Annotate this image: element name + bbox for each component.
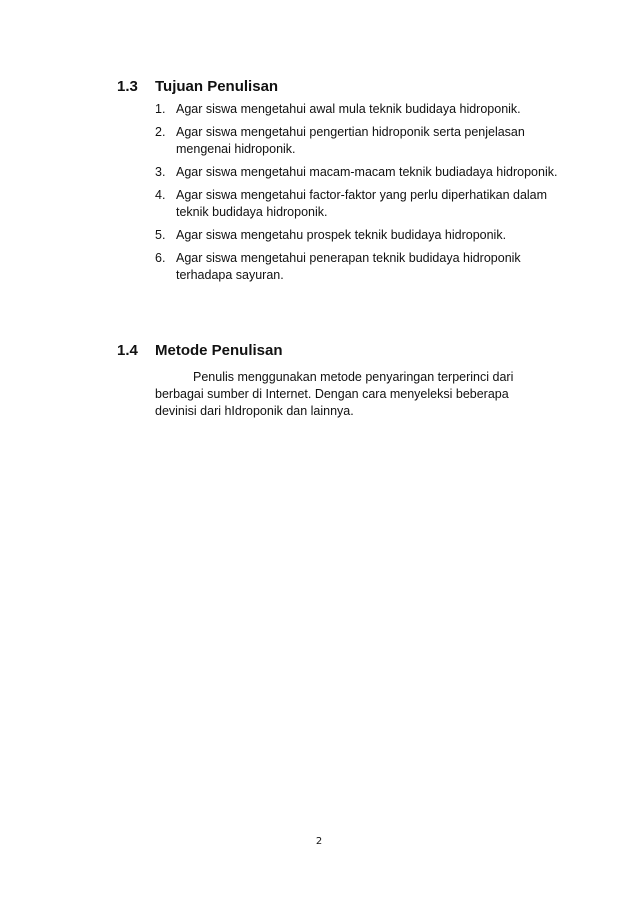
list-item-number: 2.: [155, 125, 166, 139]
section-title: Tujuan Penulisan: [155, 78, 279, 95]
list-item-text: Agar siswa mengetahui penerapan teknik budidaya hidroponik terhadapa sayuran.: [176, 251, 521, 282]
section-heading-metode: [117, 342, 283, 360]
list-item-number: 6.: [155, 251, 166, 265]
list-item-text: Agar siswa mengetahu prospek teknik budidaya hidroponik.: [176, 228, 507, 242]
list-item-text: Agar siswa mengetahui factor-faktor yang perlu diperhatikan dalam teknik budidaya hidroponik.: [176, 188, 548, 219]
section-number: 1.4: [117, 342, 138, 359]
list-item-number: 4.: [155, 188, 166, 202]
section-number: 1.3: [117, 78, 138, 95]
list-item: [155, 124, 575, 158]
section-title: Metode Penulisan: [155, 342, 283, 359]
list-item-text: Agar siswa mengetahui macam-macam teknik budiadaya hidroponik.: [176, 165, 558, 179]
objectives-list: [155, 101, 575, 290]
list-item: [155, 101, 575, 118]
list-item-number: 5.: [155, 228, 166, 242]
list-item-number: 1.: [155, 102, 166, 116]
page-number: 2: [315, 836, 323, 847]
list-item: [155, 250, 575, 284]
method-paragraph: Penulis menggunakan metode penyaringan terperinci dari berbagai sumber di Internet. Dengan cara menyeleksi beberapa devinisi dari hIdroponik dan lainnya.: [155, 370, 514, 418]
list-item-text: Agar siswa mengetahui awal mula teknik budidaya hidroponik.: [176, 102, 521, 116]
list-item: [155, 164, 575, 181]
list-item-text: Agar siswa mengetahui pengertian hidroponik serta penjelasan mengenai hidroponik.: [176, 125, 525, 156]
list-item: [155, 227, 575, 244]
section-heading-tujuan: [117, 78, 278, 96]
list-item-number: 3.: [155, 165, 166, 179]
list-item: [155, 187, 575, 221]
